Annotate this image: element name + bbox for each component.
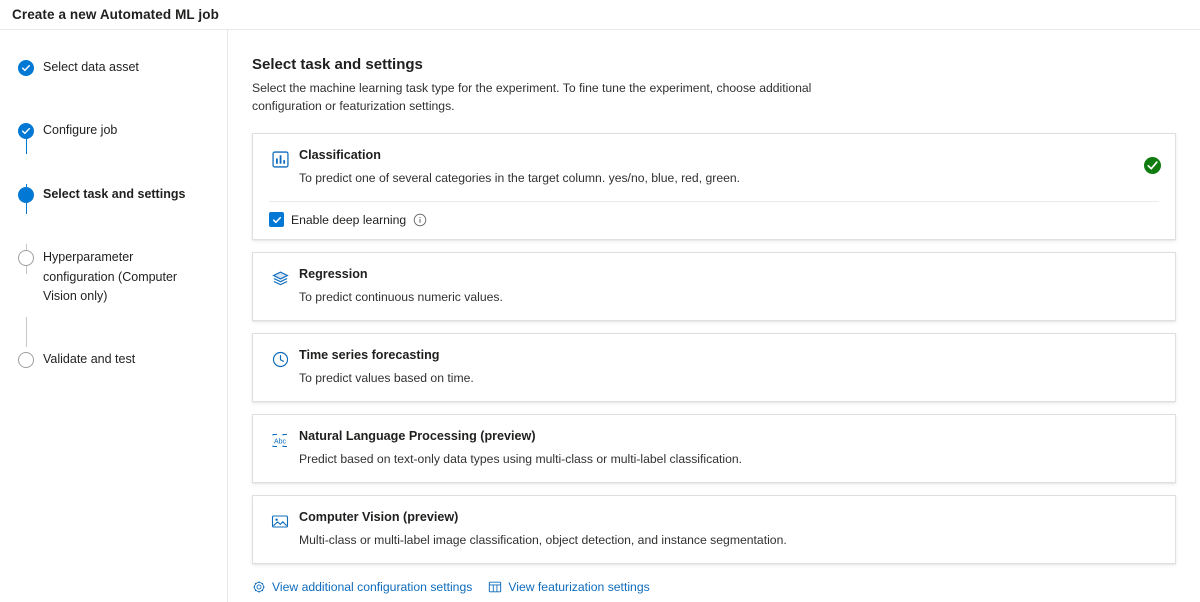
- window-header: [0, 0, 1200, 30]
- task-card-classification-body[interactable]: [253, 134, 1175, 201]
- settings-links-row: [252, 576, 1176, 594]
- check-circle-icon: [18, 60, 34, 76]
- empty-circle-icon: [18, 250, 34, 266]
- task-card-title: Time series forecasting: [299, 348, 440, 363]
- task-card-title: Natural Language Processing (preview): [299, 429, 536, 444]
- connector-4: [26, 317, 27, 347]
- clock-icon: [269, 351, 291, 368]
- page-title: Create a new Automated ML job: [12, 7, 219, 22]
- task-card-regression-body[interactable]: [253, 253, 1175, 320]
- task-card-regression[interactable]: [252, 252, 1176, 321]
- task-card-natural-language-processing-body[interactable]: [253, 415, 1175, 482]
- svg-text:Abc: Abc: [273, 438, 287, 446]
- link-label: View additional configuration settings: [272, 580, 473, 595]
- gear-icon: [252, 580, 266, 594]
- enable-deep-learning-row: [253, 202, 1175, 239]
- view-featurization-settings-link[interactable]: [488, 580, 649, 594]
- empty-circle-icon: [18, 352, 34, 368]
- section-title: Select task and settings: [252, 56, 423, 73]
- task-card-title: Regression: [299, 267, 368, 282]
- task-card-computer-vision-body[interactable]: [253, 496, 1175, 563]
- task-card-description: To predict one of several categories in the target column. yes/no, blue, red, green.: [299, 171, 741, 186]
- task-card-description: Multi-class or multi-label image classification, object detection, and instance segmentation.: [299, 533, 787, 548]
- layers-icon: [269, 270, 291, 287]
- enable-deep-learning-label: Enable deep learning: [291, 212, 407, 227]
- link-label: View featurization settings: [508, 580, 650, 595]
- view-additional-configuration-settings-link[interactable]: [252, 580, 472, 594]
- info-icon[interactable]: [413, 213, 427, 227]
- selected-check-icon: [1144, 157, 1161, 179]
- sidebar-item-validate-and-test[interactable]: [0, 350, 227, 369]
- task-card-description: To predict values based on time.: [299, 371, 474, 386]
- check-circle-icon: [18, 123, 34, 139]
- filled-circle-icon: [18, 187, 34, 203]
- enable-deep-learning-checkbox[interactable]: [269, 212, 284, 227]
- task-card-description: Predict based on text-only data types using multi-class or multi-label classification.: [299, 452, 743, 467]
- task-card-computer-vision[interactable]: [252, 495, 1176, 564]
- task-card-time-series-forecasting-body[interactable]: [253, 334, 1175, 401]
- sidebar-item-select-data-asset[interactable]: [0, 58, 227, 77]
- main-panel: [228, 30, 1200, 602]
- sidebar-item-hyperparameter-configuration[interactable]: [0, 248, 227, 306]
- sidebar-item-label: Select task and settings: [43, 186, 186, 201]
- sidebar-item-label: Select data asset: [43, 60, 139, 74]
- sidebar-item-label: Configure job: [43, 123, 118, 138]
- bar-chart-icon: [269, 151, 291, 168]
- sidebar-item-select-task-and-settings[interactable]: [0, 185, 227, 204]
- sidebar-item-configure-job[interactable]: [0, 121, 227, 140]
- section-description: Select the machine learning task type for the experiment. To fine tune the experiment, choose additional configuration or featurization settings.: [252, 81, 812, 113]
- task-card-title: Computer Vision (preview): [299, 510, 459, 525]
- abc-text-icon: [269, 432, 291, 449]
- page-body: [0, 30, 1200, 602]
- wizard-step-rail: [0, 30, 228, 602]
- image-icon: [269, 513, 291, 530]
- task-card-natural-language-processing[interactable]: [252, 414, 1176, 483]
- sidebar-item-label: Hyperparameter configuration (Computer Vision only): [43, 250, 178, 303]
- sidebar-item-label: Validate and test: [43, 352, 136, 367]
- table-columns-icon: [488, 580, 502, 594]
- task-card-title: Classification: [299, 148, 381, 163]
- task-card-description: To predict continuous numeric values.: [299, 290, 503, 305]
- task-card-classification[interactable]: [252, 133, 1176, 240]
- task-card-time-series-forecasting[interactable]: [252, 333, 1176, 402]
